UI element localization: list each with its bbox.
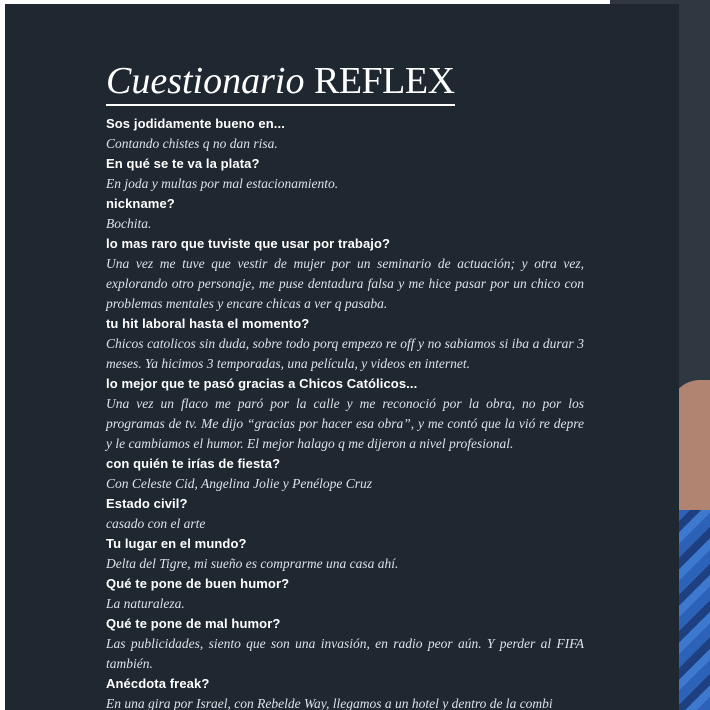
qa-item <box>106 674 584 710</box>
answer: Una vez un flaco me paró por la calle y me reconoció por la obra, no por los programas de tv. Me dijo “gracias por hacer esa obra”, y me contó que la vió re depre y le cambiamos el humor. El mejor halago q me dijeron a nivel profesional. <box>106 396 584 451</box>
question: con quién te irías de fiesta? <box>106 456 281 471</box>
answer: La naturaleza. <box>106 596 185 611</box>
questionnaire-content <box>106 60 584 710</box>
answer: Con Celeste Cid, Angelina Jolie y Penélope Cruz <box>106 476 372 491</box>
title-caps: REFLEX <box>313 60 455 102</box>
question: tu hit laboral hasta el momento? <box>106 316 310 331</box>
qa-item <box>106 574 584 614</box>
qa-item <box>106 534 584 574</box>
question: lo mejor que te pasó gracias a Chicos Católicos... <box>106 376 418 391</box>
answer: Chicos catolicos sin duda, sobre todo porq empezo re off y no sabiamos si iba a durar 3 meses. Ya hicimos 3 temporadas, una película, y videos en internet. <box>106 336 584 371</box>
questionnaire-panel <box>5 4 679 710</box>
answer: casado con el arte <box>106 516 206 531</box>
question: Qué te pone de buen humor? <box>106 576 290 591</box>
question: lo mas raro que tuviste que usar por trabajo? <box>106 236 391 251</box>
answer: En una gira por Israel, con Rebelde Way, llegamos a un hotel y dentro de la combi <box>106 696 553 710</box>
page-title <box>106 60 455 106</box>
qa-item <box>106 374 584 454</box>
question: Estado civil? <box>106 496 188 511</box>
answer: Las publicidades, siento que son una invasión, en radio peor aún. Y perder al FIFA también. <box>106 636 584 671</box>
qa-item <box>106 454 584 494</box>
answer: Bochita. <box>106 216 152 231</box>
question: Tu lugar en el mundo? <box>106 536 247 551</box>
qa-item <box>106 614 584 674</box>
answer: Delta del Tigre, mi sueño es comprarme una casa ahí. <box>106 556 399 571</box>
answer: Contando chistes q no dan risa. <box>106 136 278 151</box>
question: Anécdota freak? <box>106 676 210 691</box>
question: Sos jodidamente bueno en... <box>106 116 285 131</box>
qa-item <box>106 494 584 534</box>
answer: En joda y multas por mal estacionamiento. <box>106 176 339 191</box>
question: En qué se te va la plata? <box>106 156 260 171</box>
title-italic: Cuestionario <box>106 60 305 102</box>
qa-item <box>106 194 584 234</box>
question: Qué te pone de mal humor? <box>106 616 281 631</box>
photo-shirt <box>676 510 710 710</box>
answer: Una vez me tuve que vestir de mujer por un seminario de actuación; y otra vez, explorando otro personaje, me puse dentadura falsa y me hice pasar por un chico con problemas mentales y encare chicas a ver q pasaba. <box>106 256 584 311</box>
qa-item <box>106 234 584 314</box>
qa-item <box>106 154 584 194</box>
qa-item <box>106 114 584 154</box>
question: nickname? <box>106 196 175 211</box>
qa-item <box>106 314 584 374</box>
